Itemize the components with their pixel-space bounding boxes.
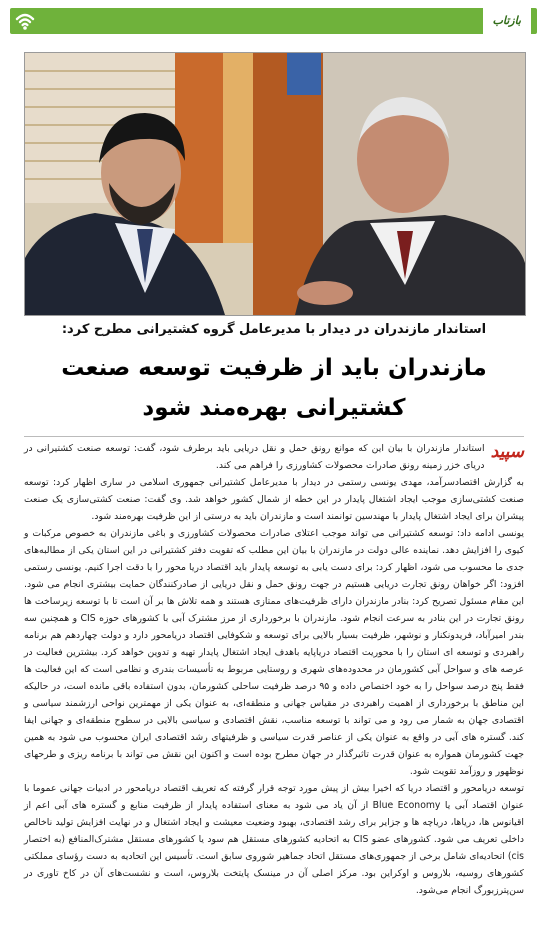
source-logo: سپید xyxy=(490,442,524,462)
wifi-icon xyxy=(14,10,36,32)
article-paragraph: یونسی ادامه داد: توسعه کشتیرانی می تواند موجب اعتلای صادرات محصولات کشاورزی و باغی مازندران به خصوص مرکبات و کیوی را افزایش دهد. نماینده عالی دولت در مازندران با بیان این مطلب که تقویت دفتر کشتیرانی در این استان یکی از مطالبه‌های جدی ما محسوب می شود، اظهار کرد: برای دست یابی به توسعه پایدار باید اقتصاد دریا محور را با دقت اجرا کنیم. یونسی رستمی افزود: اگر خواهان رونق تجارت دریایی هستیم در جهت رونق حمل و نقل دریایی از صادرکنندگان حمایت بیشتری انجام می شود. این مقام مسئول تصریح کرد: بنادر مازندران دارای ظرفیت‌های ممتازی هستند و همه تلاش ها بر آن است تا با توسعه زیرساخت ها رونق تجارت در این بنادر به سرعت انجام شود. مازندران با برخورداری از مرز مشترک آبی با کشورهای حوزه CIS و همچنین سه بندر امیرآباد، فریدونکنار و نوشهر، ظرفیت بسیار بالایی برای توسعه و شکوفایی اقتصاد دریامحور دارد و دولت چهاردهم هم برنامه راهبردی و توسعه ای استان را با محوریت اقتصاد دریاپایه باهدف ایجاد اشتغال پایدار تهیه و تدوین خواهد کرد. بیشترین فعالیت در عرصه های و سواحل آبی کشورمان در محدوده‌های شهری و روستایی مربوط به تأسیسات بندری و نظامی است که این فعالیت ها فقط پنج درصد سواحل را به خود اختصاص داده و ۹۵ درصد ظرفیت ساحلی کشورمان، بدون استفاده باقی مانده است، در حالیکه این مناطق با برخورداری از اهمیت راهبردی در مقیاس جهانی و منطقه‌ای، به عنوان یکی از مهمترین نواحی ارزشمند سیاسی و اقتصادی جهان به شمار می رود و می تواند با توسعه مناسب، نقش اقتصادی و سیاسی بالایی در سطوح منطقه‌ای و جهانی ایفا کند. گستره های آبی در واقع به عنوان یکی از عناصر قدرت سیاسی و ظرفیتهای رشد اقتصادی ایران محسوب می شود به همین جهت کشورمان همواره به عنوان قدرت تاثیرگذار در جهان مطرح بوده است و اکنون این نقش می تواند با برنامه ریزی و طرحهای نوظهور و روزآمد تقویت شود. xyxy=(24,528,524,777)
article-paragraph: استاندار مازندران با بیان این که موانع رونق حمل و نقل دریایی باید برطرف شود، گفت: توسعه صنعت کشتیرانی در دریای خزر زمینه رونق صادرات محصولات کشاورزی را فراهم می کند. xyxy=(24,443,485,471)
article-paragraph: توسعه دریامحور و اقتصاد دریا که اخیرا بیش از پیش مورد توجه قرار گرفته که تعریف اقتصاد دریامحور در ادبیات جهانی عموما با عنوان اقتصاد آبی یا Blue Economy از آن یاد می شود به معنای استفاده پایدار از ظرفیت منابع و گستره های آبی اعم از اقیانوس ها، دریاها، دریاچه ها و جزایر برای رشد اقتصادی، بهبود وضعیت معیشت و ایجاد اشتغال و در نهایت افزایش تولید ناخالص داخلی تعریف می شود. کشورهای عضو CIS به اتحادیه کشورهای مستقل هم سود یا کشورهای مستقل مشترک‌المنافع (به اختصار cis) اتحادیه‌ای شامل برخی از جمهوری‌های مستقل اتحاد جماهیر شوروی سابق است. تأسیس این اتحادیه به دست رؤسای مملکتی کشورهای روسیه، بلاروس و اوکراین بود. مرکز اصلی آن در مینسک پایتخت بلاروس، است و نشست‌های آن در کاخ تاوری در سن‌پترزبورگ انجام می‌شود. xyxy=(24,783,525,896)
newspaper-page xyxy=(10,8,537,944)
section-tag: بازتاب xyxy=(483,8,532,34)
divider xyxy=(24,436,524,437)
article-body xyxy=(24,440,524,940)
article-kicker: استاندار مازندران در دیدار با مدیرعامل گروه کشتیرانی مطرح کرد: xyxy=(61,322,487,337)
article-paragraph: به گزارش اقتصادسرآمد، مهدی یونسی رستمی در دیدار با مدیرعامل کشتیرانی جمهوری اسلامی در ساری اظهار کرد: توسعه صنعت کشتی‌سازی موجب ایجاد اشتغال پایدار در این خطه از شمال کشور خواهد شد. وی گفت: صنعت کشتی‌سازی یک صنعت پیشران برای ایجاد اشتغال پایدار با مهندسین توانمند است و مازندران باید به درستی از این ظرفیت بهره‌مند شود. xyxy=(24,477,524,522)
meeting-photo xyxy=(24,52,526,316)
section-header xyxy=(10,8,537,34)
article-headline: مازندران باید از ظرفیت توسعه صنعت کشتیرانی بهره‌مند شود xyxy=(61,355,487,421)
